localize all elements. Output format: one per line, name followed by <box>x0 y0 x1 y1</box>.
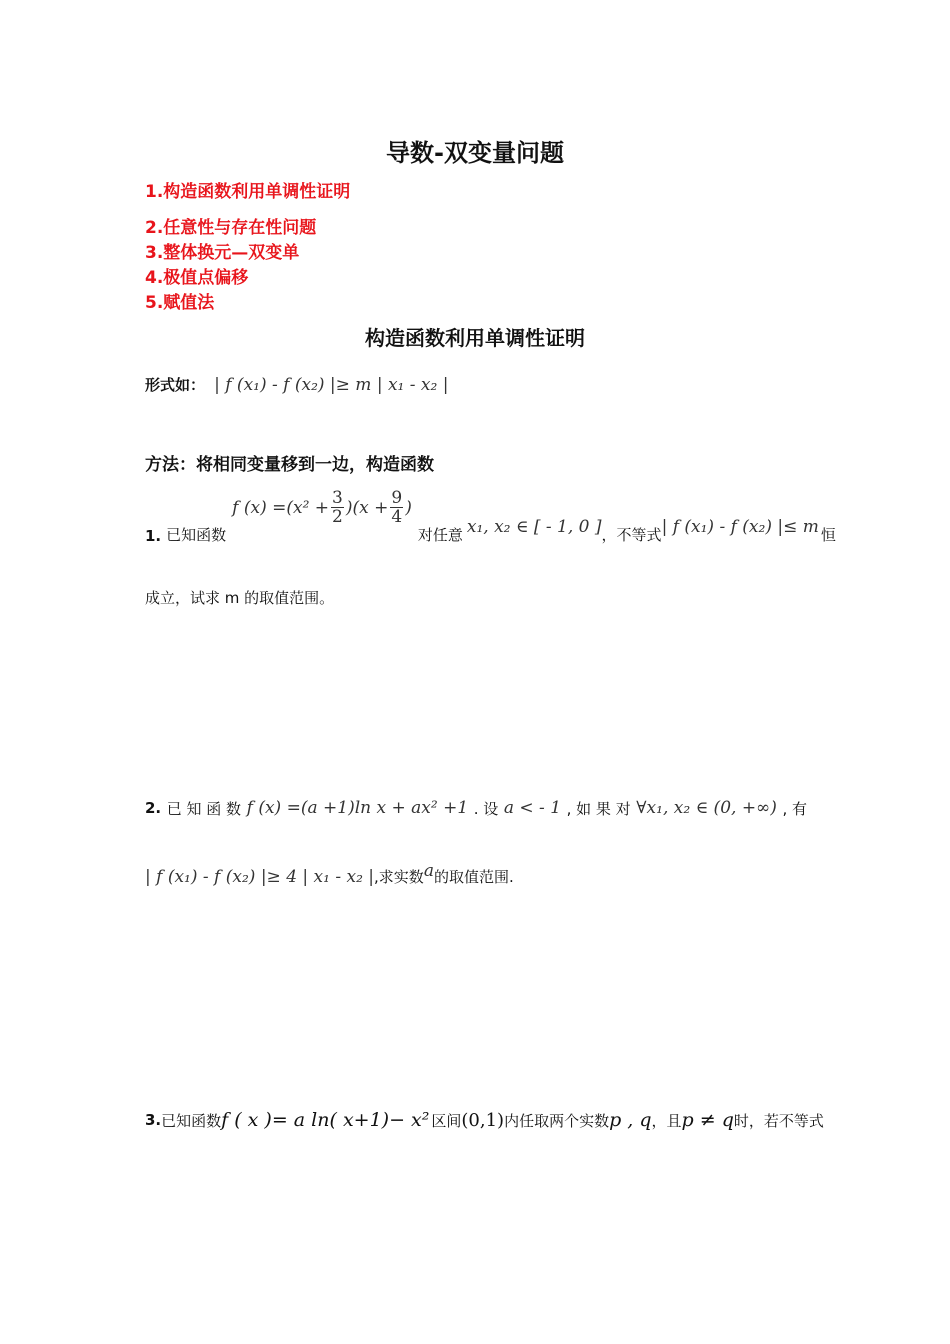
problem2-set: . 设 <box>473 799 499 818</box>
problem1-formula-left: f (x) =(x² + <box>232 497 330 518</box>
problem2-formula: f (x) =(a +1)ln x + ax² +1 <box>246 798 469 818</box>
problem2-number: 2. <box>145 799 162 817</box>
problem1-domain: x₁, x₂ ∈ [ - 1, 0 ] <box>466 517 602 537</box>
method-line <box>145 450 434 475</box>
method-label: 方法： <box>145 455 196 475</box>
fraction-3-2: $\frac{3}{2}$ <box>332 487 343 528</box>
problem2-inequality: | f (x₁) - f (x₂) |≥ 4 | x₁ - x₂ | <box>145 866 375 887</box>
toc-item-4: 4.极值点偏移 <box>145 268 249 288</box>
problem2-line1 <box>145 791 807 825</box>
section-title: 构造函数利用单调性证明 <box>365 326 585 350</box>
problem3-formula: f ( x )= a ln( x+1)− x² <box>221 1109 430 1131</box>
problem2-var-a: a <box>423 860 434 881</box>
problem1-comma: ， <box>601 526 617 544</box>
problem1-ineq-label: 不等式 <box>616 526 662 544</box>
problem3-vars: p , q <box>609 1109 652 1131</box>
form-line <box>145 374 448 395</box>
problem3-interval: (0,1) <box>461 1109 505 1131</box>
problem1-for-any: 对任意 <box>417 526 463 544</box>
toc-item-3: 3.整体换元—双变单 <box>145 243 300 263</box>
problem3-choose: 内任取两个实数 <box>504 1111 610 1130</box>
method-text: 将相同变量移到一边，构造函数 <box>196 455 434 475</box>
problem1-formula-mid: )(x + <box>345 497 389 518</box>
problem1-given: 已知函数 <box>166 526 227 544</box>
problem2-domain: ∀x₁, x₂ ∈ (0, +∞) <box>636 798 777 818</box>
problem3-line1 <box>145 1102 824 1138</box>
problem2-tail2: 的取值范围. <box>433 868 514 886</box>
problem2-line2 <box>145 860 514 887</box>
problem2-if-for: , 如 果 对 <box>566 799 631 818</box>
problem1-line1 <box>145 487 836 545</box>
problem3-tail: 时，若不等式 <box>733 1111 824 1130</box>
problem3-interval-label: 区间 <box>431 1111 462 1130</box>
toc-item-1: 1.构造函数利用单调性证明 <box>145 182 351 202</box>
problem3-number: 3. <box>145 1111 162 1129</box>
page-title: 导数-双变量问题 <box>386 139 564 167</box>
toc-item-5: 5.赋值法 <box>145 293 215 313</box>
problem1-inequality: | f (x₁) - f (x₂) |≤ m <box>661 517 819 537</box>
problem2-tail1: ,求实数 <box>374 868 424 886</box>
problem2-given: 已 知 函 数 <box>166 799 242 818</box>
toc-item-2: 2.任意性与存在性问题 <box>145 218 317 238</box>
problem1-always: 恒 <box>820 526 836 544</box>
problem1-line2: 成立，试求 m 的取值范围。 <box>145 589 335 607</box>
problem3-and: ，且 <box>651 1111 682 1130</box>
problem1-number: 1. <box>145 527 162 545</box>
problem1-formula-right: ) <box>405 497 412 518</box>
problem2-have: , 有 <box>782 799 807 818</box>
problem3-neq: p ≠ q <box>681 1109 734 1131</box>
problem2-condition: a < - 1 <box>503 798 562 818</box>
form-label: 形式如： <box>145 376 206 394</box>
form-formula: | f (x₁) - f (x₂) |≥ m | x₁ - x₂ | <box>214 375 449 395</box>
problem3-given: 已知函数 <box>161 1111 222 1130</box>
fraction-9-4: $\frac{9}{4}$ <box>391 487 403 528</box>
problem1-formula <box>232 489 412 527</box>
